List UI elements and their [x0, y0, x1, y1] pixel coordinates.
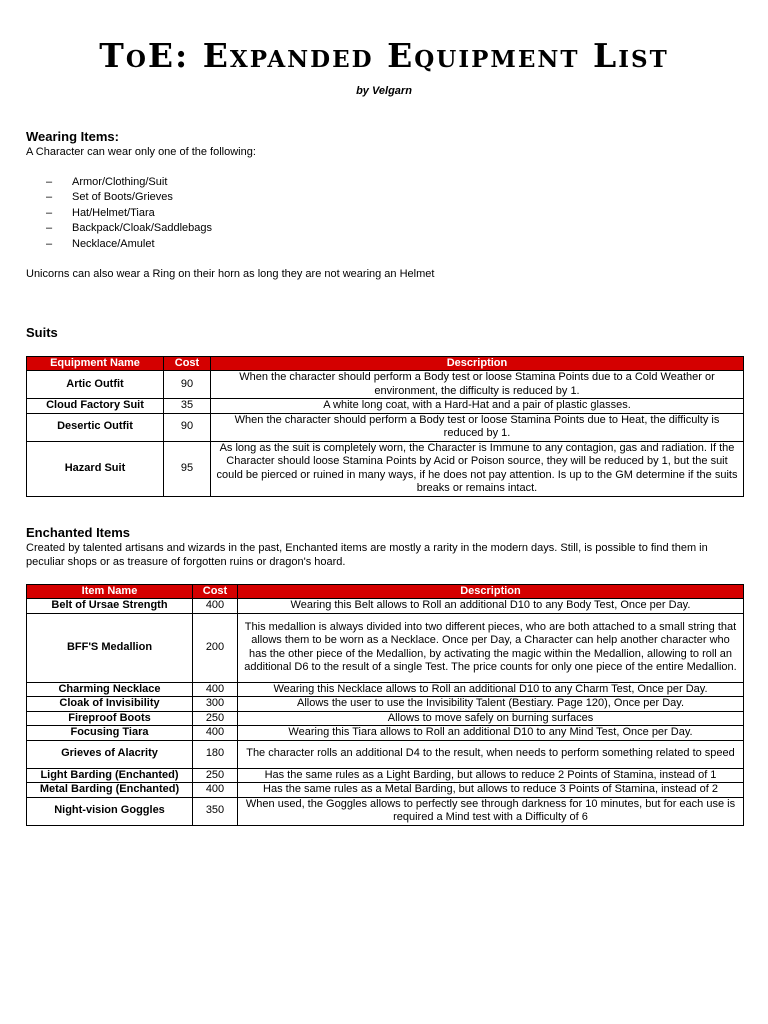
item-name-cell: Night-vision Goggles [27, 797, 193, 825]
item-name-cell: Cloak of Invisibility [27, 697, 193, 712]
list-item [46, 175, 212, 190]
description-cell: A white long coat, with a Hard-Hat and a pair of plastic glasses. [211, 399, 744, 414]
table-row [27, 371, 744, 399]
table-row [27, 783, 744, 798]
description-cell: As long as the suit is completely worn, the Character is Immune to any contagion, gas and radiation. If the Character should loose Stamina Points by Acid or Poison source, they will be reduced by 1, but the suit could be pierced or ruined in many ways, if he does not pay attention. Is up to the GM determine if the suits breaks or remains intact. [211, 441, 744, 496]
author-byline: by Velgarn [356, 85, 412, 97]
dash-bullet: – [46, 206, 53, 219]
item-name-cell: Cloud Factory Suit [27, 399, 164, 414]
table-header-row [27, 357, 744, 371]
item-name-cell: Hazard Suit [27, 441, 164, 496]
cost-cell: 400 [193, 783, 238, 798]
cost-cell: 400 [193, 599, 238, 614]
table-row [27, 768, 744, 783]
list-item-label: Backpack/Cloak/Saddlebags [72, 222, 213, 235]
list-item-label: Necklace/Amulet [72, 237, 155, 250]
item-name-cell: Focusing Tiara [27, 726, 193, 741]
item-name-cell: Charming Necklace [27, 682, 193, 697]
description-cell: Wearing this Belt allows to Roll an additional D10 to any Body Test, Once per Day. [238, 599, 744, 614]
cost-cell: 95 [164, 441, 211, 496]
unicorn-note: Unicorns can also wear a Ring on their horn as long they are not wearing an Helmet [26, 268, 435, 280]
dash-bullet: – [46, 237, 53, 250]
cost-cell: 180 [193, 740, 238, 768]
list-item [46, 190, 212, 205]
item-name-cell: Artic Outfit [27, 371, 164, 399]
enchanted-items-intro: Created by talented artisans and wizards in the past, Enchanted items are mostly a rarity in the modern days. Still, is possible to find them in peculiar shops or as treasure of forgotten ruins or dragon's hoard. [26, 542, 708, 568]
item-name-cell: Desertic Outfit [27, 413, 164, 441]
table-row [27, 682, 744, 697]
table-row [27, 740, 744, 768]
table-row [27, 399, 744, 414]
dash-bullet: – [46, 222, 53, 235]
description-cell: When the character should perform a Body test or loose Stamina Points due to a Cold Weather or environment, the difficulty is reduced by 1. [211, 371, 744, 399]
description-cell: When the character should perform a Body test or loose Stamina Points due to Heat, the difficulty is reduced by 1. [211, 413, 744, 441]
column-header: Cost [193, 585, 238, 599]
column-header: Description [211, 357, 744, 371]
item-name-cell: Grieves of Alacrity [27, 740, 193, 768]
table-header-row [27, 585, 744, 599]
table-row [27, 613, 744, 682]
cost-cell: 400 [193, 726, 238, 741]
item-name-cell: Fireproof Boots [27, 711, 193, 726]
dash-bullet: – [46, 176, 53, 188]
description-cell: Has the same rules as a Light Barding, but allows to reduce 2 Points of Stamina, instead of 1 [238, 768, 744, 783]
column-header: Cost [164, 357, 211, 371]
enchanted-items-heading: Enchanted Items [26, 525, 131, 540]
description-cell: Wearing this Tiara allows to Roll an additional D10 to any Mind Test, Once per Day. [238, 726, 744, 741]
table-row [27, 726, 744, 741]
description-cell: This medallion is always divided into two different pieces, who are both attached to a small string that allows them to be worn as a Necklace. Once per Day, a Character can help another character who has the other piece of the Medallion, by activating the magic within the Medallion, allowing to roll an additional D6 to the result of a single Test. The price counts for only one piece of the entire Medallion. [238, 613, 744, 682]
cost-cell: 90 [164, 413, 211, 441]
description-cell: Allows to move safely on burning surfaces [238, 711, 744, 726]
suits-table [26, 356, 744, 497]
cost-cell: 300 [193, 697, 238, 712]
description-cell: Wearing this Necklace allows to Roll an additional D10 to any Charm Test, Once per Day. [238, 682, 744, 697]
list-item-label: Set of Boots/Grieves [72, 191, 173, 204]
suits-heading: Suits [26, 325, 58, 340]
wearing-items-list [46, 175, 212, 252]
description-cell: When used, the Goggles allows to perfectly see through darkness for 10 minutes, but for each use is required a Mind test with a Difficulty of 6 [238, 797, 744, 825]
enchanted-items-table [26, 584, 744, 826]
list-item-label: Armor/Clothing/Suit [72, 176, 168, 188]
cost-cell: 400 [193, 682, 238, 697]
list-item-label: Hat/Helmet/Tiara [72, 206, 155, 219]
column-header: Equipment Name [27, 357, 164, 371]
list-item [46, 237, 212, 252]
wearing-items-heading: Wearing Items: [26, 129, 119, 144]
wearing-items-intro: A Character can wear only one of the following: [26, 146, 256, 158]
dash-bullet: – [46, 191, 53, 204]
cost-cell: 250 [193, 711, 238, 726]
cost-cell: 90 [164, 371, 211, 399]
cost-cell: 250 [193, 768, 238, 783]
item-name-cell: Belt of Ursae Strength [27, 599, 193, 614]
page-title: ToE: Expanded Equipment List [99, 36, 669, 75]
list-item [46, 206, 212, 221]
list-item [46, 221, 212, 236]
table-row [27, 413, 744, 441]
cost-cell: 200 [193, 613, 238, 682]
description-cell: Has the same rules as a Metal Barding, but allows to reduce 3 Points of Stamina, instead of 2 [238, 783, 744, 798]
cost-cell: 350 [193, 797, 238, 825]
table-row [27, 599, 744, 614]
item-name-cell: BFF'S Medallion [27, 613, 193, 682]
table-row [27, 711, 744, 726]
item-name-cell: Light Barding (Enchanted) [27, 768, 193, 783]
column-header: Description [238, 585, 744, 599]
item-name-cell: Metal Barding (Enchanted) [27, 783, 193, 798]
table-row [27, 441, 744, 496]
description-cell: Allows the user to use the Invisibility Talent (Bestiary. Page 120), Once per Day. [238, 697, 744, 712]
column-header: Item Name [27, 585, 193, 599]
cost-cell: 35 [164, 399, 211, 414]
table-row [27, 797, 744, 825]
description-cell: The character rolls an additional D4 to the result, when needs to perform something related to speed [238, 740, 744, 768]
table-row [27, 697, 744, 712]
